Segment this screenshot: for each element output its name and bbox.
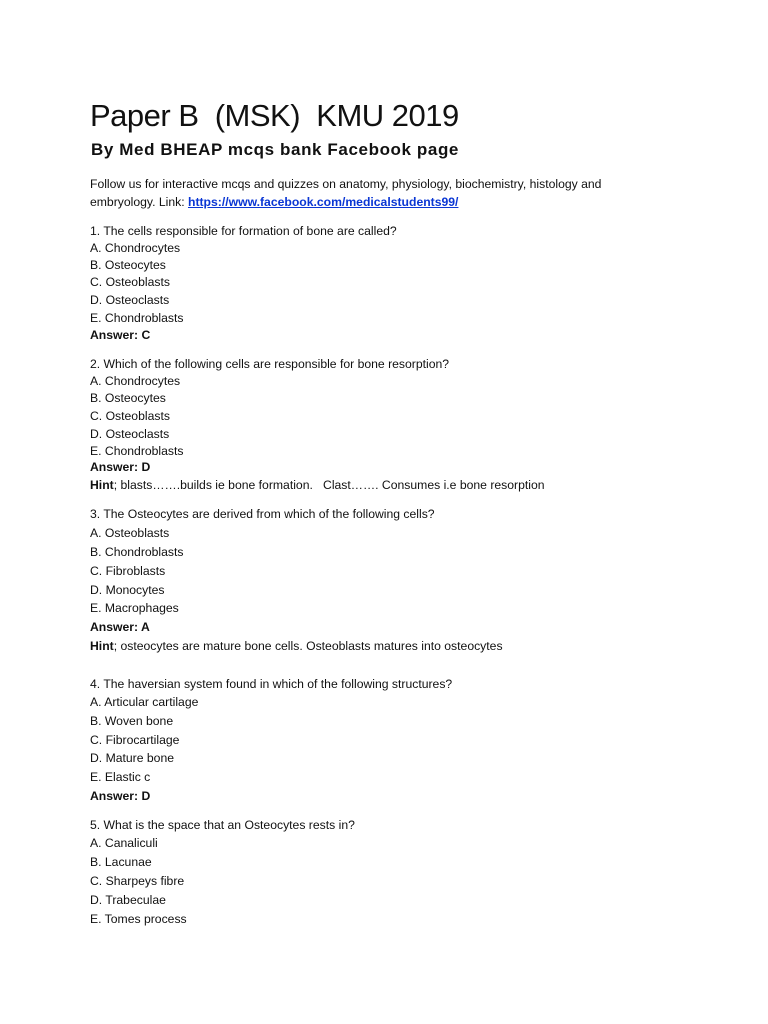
- q2-hint-label: Hint: [90, 478, 114, 492]
- intro-paragraph: [90, 175, 650, 211]
- q4-option-e: E. Elastic c: [90, 770, 151, 784]
- q2-hint: [90, 477, 545, 494]
- q2-option-d: D. Osteoclasts: [90, 427, 170, 441]
- q1-answer: Answer: C: [90, 328, 151, 342]
- q5-option-d: D. Trabeculae: [90, 893, 166, 907]
- page-title: Paper B (MSK) KMU 2019: [90, 98, 459, 133]
- q2-option-e: E. Chondroblasts: [90, 444, 184, 458]
- q5-option-c: C. Sharpeys fibre: [90, 874, 185, 888]
- q2-answer: Answer: D: [90, 460, 151, 474]
- q5-option-b: B. Lacunae: [90, 855, 152, 869]
- q5-option-e: E. Tomes process: [90, 912, 187, 926]
- page-subtitle: By Med BHEAP mcqs bank Facebook page: [91, 140, 459, 159]
- q2-option-a: A. Chondrocytes: [90, 374, 181, 388]
- q3-hint-text: ; osteocytes are mature bone cells. Osteoblasts matures into osteocytes: [113, 639, 503, 653]
- q3-answer: Answer: A: [90, 620, 150, 634]
- q1-option-d: D. Osteoclasts: [90, 293, 170, 307]
- question-4: 4. The haversian system found in which of the following structures?: [90, 677, 453, 691]
- question-5: 5. What is the space that an Osteocytes rests in?: [90, 818, 355, 832]
- q2-hint-text: ; blasts…….builds ie bone formation. Clast……. Consumes i.e bone resorption: [113, 478, 545, 492]
- q4-option-d: D. Mature bone: [90, 751, 175, 765]
- question-2: 2. Which of the following cells are responsible for bone resorption?: [90, 357, 450, 371]
- facebook-link[interactable]: https://www.facebook.com/medicalstudents99/: [188, 195, 459, 209]
- q3-option-a: A. Osteoblasts: [90, 526, 170, 540]
- q1-option-c: C. Osteoblasts: [90, 275, 170, 289]
- q3-option-c: C. Fibroblasts: [90, 564, 166, 578]
- q3-hint-label: Hint: [90, 639, 114, 653]
- q3-hint: [90, 638, 503, 655]
- intro-text: Follow us for interactive mcqs and quizzes on anatomy, physiology, biochemistry, histology and embryology. Link:: [90, 177, 602, 209]
- q1-option-b: B. Osteocytes: [90, 258, 166, 272]
- q1-option-e: E. Chondroblasts: [90, 311, 184, 325]
- q4-option-c: C. Fibrocartilage: [90, 733, 180, 747]
- q2-option-b: B. Osteocytes: [90, 391, 166, 405]
- question-3: 3. The Osteocytes are derived from which of the following cells?: [90, 507, 435, 521]
- q1-option-a: A. Chondrocytes: [90, 241, 181, 255]
- q3-option-b: B. Chondroblasts: [90, 545, 184, 559]
- q2-option-c: C. Osteoblasts: [90, 409, 170, 423]
- q5-option-a: A. Canaliculi: [90, 836, 158, 850]
- q3-option-e: E. Macrophages: [90, 601, 179, 615]
- q3-option-d: D. Monocytes: [90, 583, 165, 597]
- q4-option-a: A. Articular cartilage: [90, 695, 199, 709]
- q4-answer: Answer: D: [90, 789, 151, 803]
- q4-option-b: B. Woven bone: [90, 714, 174, 728]
- question-1: 1. The cells responsible for formation of bone are called?: [90, 224, 397, 238]
